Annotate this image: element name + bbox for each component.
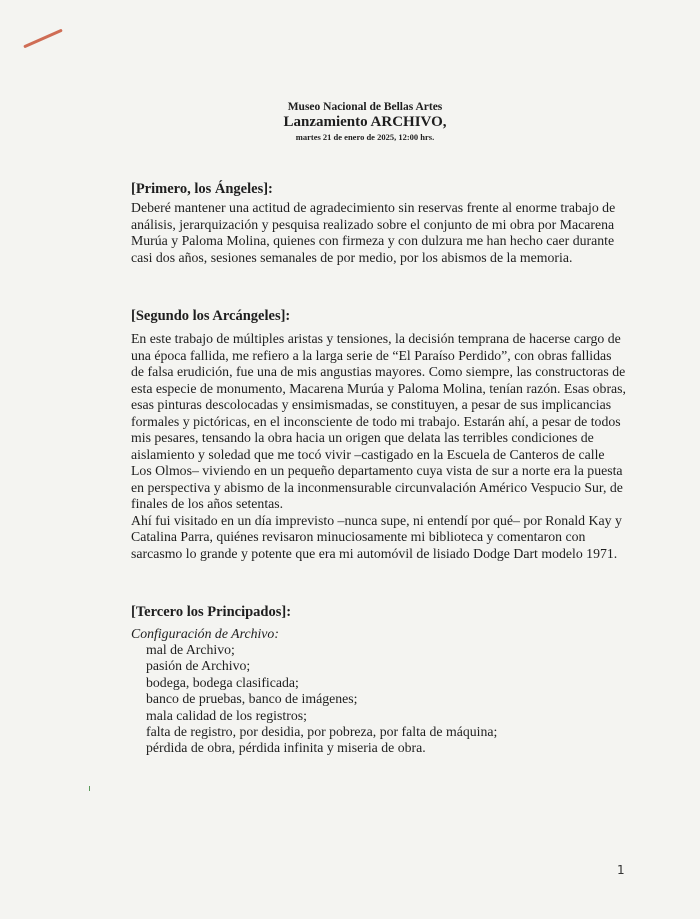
- page-number: 1: [617, 863, 625, 877]
- section-title: [Primero, los Ángeles]:: [131, 181, 273, 197]
- institution-name: Museo Nacional de Bellas Artes: [287, 101, 443, 113]
- paragraph: Ahí fui visitado en un día imprevisto –nunca supe, ni entendí por qué– por Ronald Kay y Catalina Parra, quiénes revisaron minuciosamente mi biblioteca y comentaron con sarcasmo lo grande y potente que era mi automóvil de lisiado Dodge Dart modelo 1971.: [131, 512, 622, 561]
- section-primero: [131, 180, 627, 266]
- section-tercero: [131, 603, 627, 757]
- archive-list: [131, 642, 627, 757]
- section-title: [Segundo los Arcángeles]:: [131, 308, 291, 324]
- event-date: martes 21 de enero de 2025, 12:00 hrs.: [295, 132, 435, 142]
- section-title: [Tercero los Principados]:: [131, 604, 292, 620]
- list-item: pasión de Archivo;: [146, 658, 251, 674]
- list-item: mala calidad de los registros;: [146, 707, 307, 723]
- paragraph: Deberé mantener una actitud de agradecimiento sin reservas frente al enorme trabajo de análisis, jerarquización y pesquisa realizado sobre el conjunto de mi obra por Macarena Murúa y Paloma Molina, quienes con firmeza y con dulzura me han hecho caer durante casi dos años, sesiones semanales de por medio, por los abismos de la memoria.: [131, 200, 616, 265]
- event-title: Lanzamiento ARCHIVO,: [283, 114, 447, 130]
- subheading: Configuración de Archivo:: [131, 626, 279, 641]
- ink-tick: [89, 786, 90, 791]
- section-segundo: [131, 307, 627, 562]
- list-item: pérdida de obra, pérdida infinita y miseria de obra.: [146, 740, 426, 756]
- list-item: falta de registro, por desidia, por pobreza, por falta de máquina;: [146, 724, 498, 740]
- list-item: banco de pruebas, banco de imágenes;: [146, 691, 358, 707]
- pen-mark: [23, 29, 63, 49]
- document-header: [230, 100, 500, 143]
- list-item: mal de Archivo;: [146, 642, 235, 657]
- list-item: bodega, bodega clasificada;: [146, 674, 299, 690]
- paragraph: En este trabajo de múltiples aristas y tensiones, la decisión temprana de hacerse cargo de una época fallida, me refiero a la larga serie de “El Paraíso Perdido”, con obras fallidas de falsa erudición, fue una de mis angustias mayores. Como siempre, las constructoras de esta especie de monumento, Macarena Murúa y Paloma Molina, tenían razón. Esas obras, esas pinturas descolocadas y ensimismadas, se constituyen, a pesar de sus implicancias formales y pictóricas, en el inconsciente de todo mi trabajo. Estarán ahí, a pesar de todos mis pesares, tensando la obra hacia un origen que delata las terribles condiciones de aislamiento y soledad que me tocó vivir –castigado en la Escuela de Canteros de calle Los Olmos– viviendo en un pequeño departamento cuya vista de sur a norte era la puesta en perspectiva y abismo de la inconmensurable circunvalación Américo Vespucio Sur, de finales de los años setentas.: [131, 331, 626, 511]
